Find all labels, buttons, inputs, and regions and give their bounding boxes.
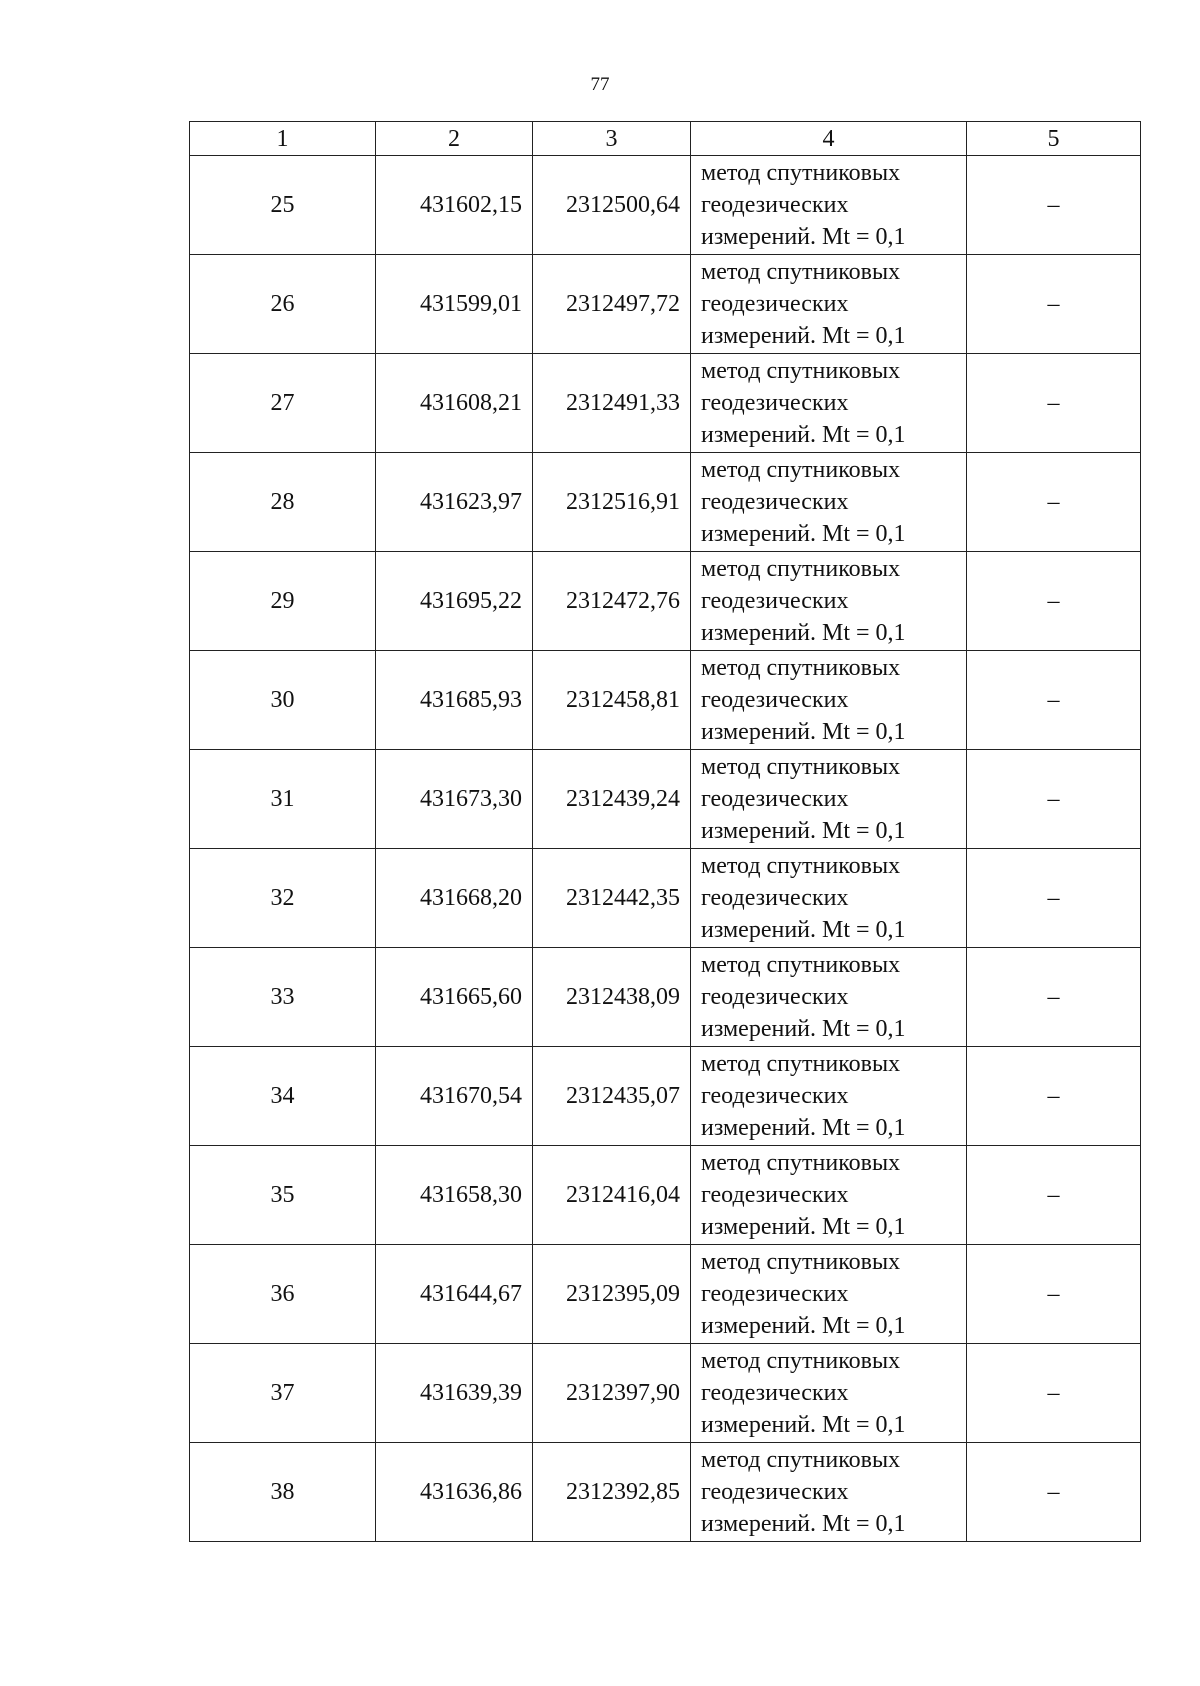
y-coordinate-cell: 2312416,04 [533, 1146, 691, 1245]
note-cell: – [967, 156, 1141, 255]
table-row [190, 1245, 1141, 1344]
method-line: метод спутниковых [701, 655, 901, 681]
point-number-cell: 27 [190, 354, 376, 453]
method-line: метод спутниковых [701, 457, 901, 483]
method-line: метод спутниковых [701, 259, 901, 285]
x-coordinate-cell: 431685,93 [376, 651, 533, 750]
note-cell: – [967, 948, 1141, 1047]
method-line: геодезических [701, 687, 849, 713]
column-header: 1 [190, 122, 376, 156]
note-cell: – [967, 552, 1141, 651]
x-coordinate-cell: 431668,20 [376, 849, 533, 948]
x-coordinate-cell: 431665,60 [376, 948, 533, 1047]
y-coordinate-cell: 2312516,91 [533, 453, 691, 552]
method-line: измерений. Mt = 0,1 [701, 1511, 906, 1537]
y-coordinate-cell: 2312472,76 [533, 552, 691, 651]
method-line: геодезических [701, 1479, 849, 1505]
method-line: метод спутниковых [701, 556, 901, 582]
note-cell: – [967, 651, 1141, 750]
point-number-cell: 25 [190, 156, 376, 255]
column-header: 3 [533, 122, 691, 156]
method-line: геодезических [701, 588, 849, 614]
y-coordinate-cell: 2312500,64 [533, 156, 691, 255]
method-cell [691, 552, 967, 651]
page-number: 77 [590, 74, 610, 95]
method-line: геодезических [701, 1182, 849, 1208]
y-coordinate-cell: 2312442,35 [533, 849, 691, 948]
method-cell [691, 750, 967, 849]
method-line: измерений. Mt = 0,1 [701, 521, 906, 547]
table-row [190, 453, 1141, 552]
y-coordinate-cell: 2312397,90 [533, 1344, 691, 1443]
method-line: измерений. Mt = 0,1 [701, 422, 906, 448]
method-line: измерений. Mt = 0,1 [701, 1313, 906, 1339]
method-line: геодезических [701, 885, 849, 911]
method-line: измерений. Mt = 0,1 [701, 818, 906, 844]
x-coordinate-cell: 431623,97 [376, 453, 533, 552]
method-cell [691, 1344, 967, 1443]
method-line: метод спутниковых [701, 1447, 901, 1473]
method-line: метод спутниковых [701, 160, 901, 186]
column-header: 2 [376, 122, 533, 156]
method-line: метод спутниковых [701, 358, 901, 384]
point-number-cell: 29 [190, 552, 376, 651]
x-coordinate-cell: 431636,86 [376, 1443, 533, 1542]
method-line: геодезических [701, 1281, 849, 1307]
note-cell: – [967, 354, 1141, 453]
table-row [190, 1146, 1141, 1245]
table-row [190, 651, 1141, 750]
method-line: измерений. Mt = 0,1 [701, 1214, 906, 1240]
point-number-cell: 30 [190, 651, 376, 750]
method-line: метод спутниковых [701, 1249, 901, 1275]
point-number-cell: 36 [190, 1245, 376, 1344]
note-cell: – [967, 849, 1141, 948]
note-cell: – [967, 255, 1141, 354]
method-line: геодезических [701, 390, 849, 416]
point-number-cell: 26 [190, 255, 376, 354]
method-line: геодезических [701, 192, 849, 218]
point-number-cell: 33 [190, 948, 376, 1047]
method-line: геодезических [701, 984, 849, 1010]
y-coordinate-cell: 2312497,72 [533, 255, 691, 354]
method-line: метод спутниковых [701, 1348, 901, 1374]
method-line: метод спутниковых [701, 754, 901, 780]
point-number-cell: 32 [190, 849, 376, 948]
y-coordinate-cell: 2312435,07 [533, 1047, 691, 1146]
method-line: измерений. Mt = 0,1 [701, 1412, 906, 1438]
y-coordinate-cell: 2312458,81 [533, 651, 691, 750]
table-row [190, 1047, 1141, 1146]
method-line: измерений. Mt = 0,1 [701, 224, 906, 250]
note-cell: – [967, 1443, 1141, 1542]
method-cell [691, 651, 967, 750]
method-cell [691, 1047, 967, 1146]
method-line: геодезических [701, 1083, 849, 1109]
method-cell [691, 156, 967, 255]
x-coordinate-cell: 431599,01 [376, 255, 533, 354]
x-coordinate-cell: 431670,54 [376, 1047, 533, 1146]
note-cell: – [967, 1146, 1141, 1245]
point-number-cell: 38 [190, 1443, 376, 1542]
y-coordinate-cell: 2312395,09 [533, 1245, 691, 1344]
x-coordinate-cell: 431644,67 [376, 1245, 533, 1344]
table-row [190, 156, 1141, 255]
column-header: 4 [691, 122, 967, 156]
method-line: геодезических [701, 291, 849, 317]
note-cell: – [967, 1047, 1141, 1146]
method-cell [691, 255, 967, 354]
method-cell [691, 453, 967, 552]
method-line: метод спутниковых [701, 1150, 901, 1176]
y-coordinate-cell: 2312439,24 [533, 750, 691, 849]
method-line: измерений. Mt = 0,1 [701, 917, 906, 943]
note-cell: – [967, 1344, 1141, 1443]
method-cell [691, 354, 967, 453]
table-header-row [190, 122, 1141, 156]
note-cell: – [967, 453, 1141, 552]
y-coordinate-cell: 2312491,33 [533, 354, 691, 453]
method-cell [691, 948, 967, 1047]
x-coordinate-cell: 431673,30 [376, 750, 533, 849]
method-line: геодезических [701, 786, 849, 812]
table-row [190, 948, 1141, 1047]
y-coordinate-cell: 2312438,09 [533, 948, 691, 1047]
table-body [190, 122, 1141, 1542]
point-number-cell: 31 [190, 750, 376, 849]
x-coordinate-cell: 431695,22 [376, 552, 533, 651]
method-line: измерений. Mt = 0,1 [701, 620, 906, 646]
note-cell: – [967, 1245, 1141, 1344]
table-row [190, 552, 1141, 651]
table-row [190, 255, 1141, 354]
method-line: измерений. Mt = 0,1 [701, 1016, 906, 1042]
y-coordinate-cell: 2312392,85 [533, 1443, 691, 1542]
table-row [190, 1443, 1141, 1542]
point-number-cell: 28 [190, 453, 376, 552]
point-number-cell: 34 [190, 1047, 376, 1146]
method-line: метод спутниковых [701, 1051, 901, 1077]
note-cell: – [967, 750, 1141, 849]
x-coordinate-cell: 431658,30 [376, 1146, 533, 1245]
point-number-cell: 37 [190, 1344, 376, 1443]
x-coordinate-cell: 431608,21 [376, 354, 533, 453]
x-coordinate-cell: 431602,15 [376, 156, 533, 255]
method-cell [691, 1245, 967, 1344]
column-header: 5 [967, 122, 1141, 156]
method-line: измерений. Mt = 0,1 [701, 323, 906, 349]
method-cell [691, 849, 967, 948]
table-row [190, 1344, 1141, 1443]
method-cell [691, 1443, 967, 1542]
method-cell [691, 1146, 967, 1245]
table-row [190, 750, 1141, 849]
x-coordinate-cell: 431639,39 [376, 1344, 533, 1443]
table-row [190, 354, 1141, 453]
method-line: геодезических [701, 1380, 849, 1406]
table-row [190, 849, 1141, 948]
coordinates-table [189, 121, 1141, 1542]
method-line: измерений. Mt = 0,1 [701, 1115, 906, 1141]
method-line: геодезических [701, 489, 849, 515]
method-line: измерений. Mt = 0,1 [701, 719, 906, 745]
point-number-cell: 35 [190, 1146, 376, 1245]
method-line: метод спутниковых [701, 853, 901, 879]
method-line: метод спутниковых [701, 952, 901, 978]
